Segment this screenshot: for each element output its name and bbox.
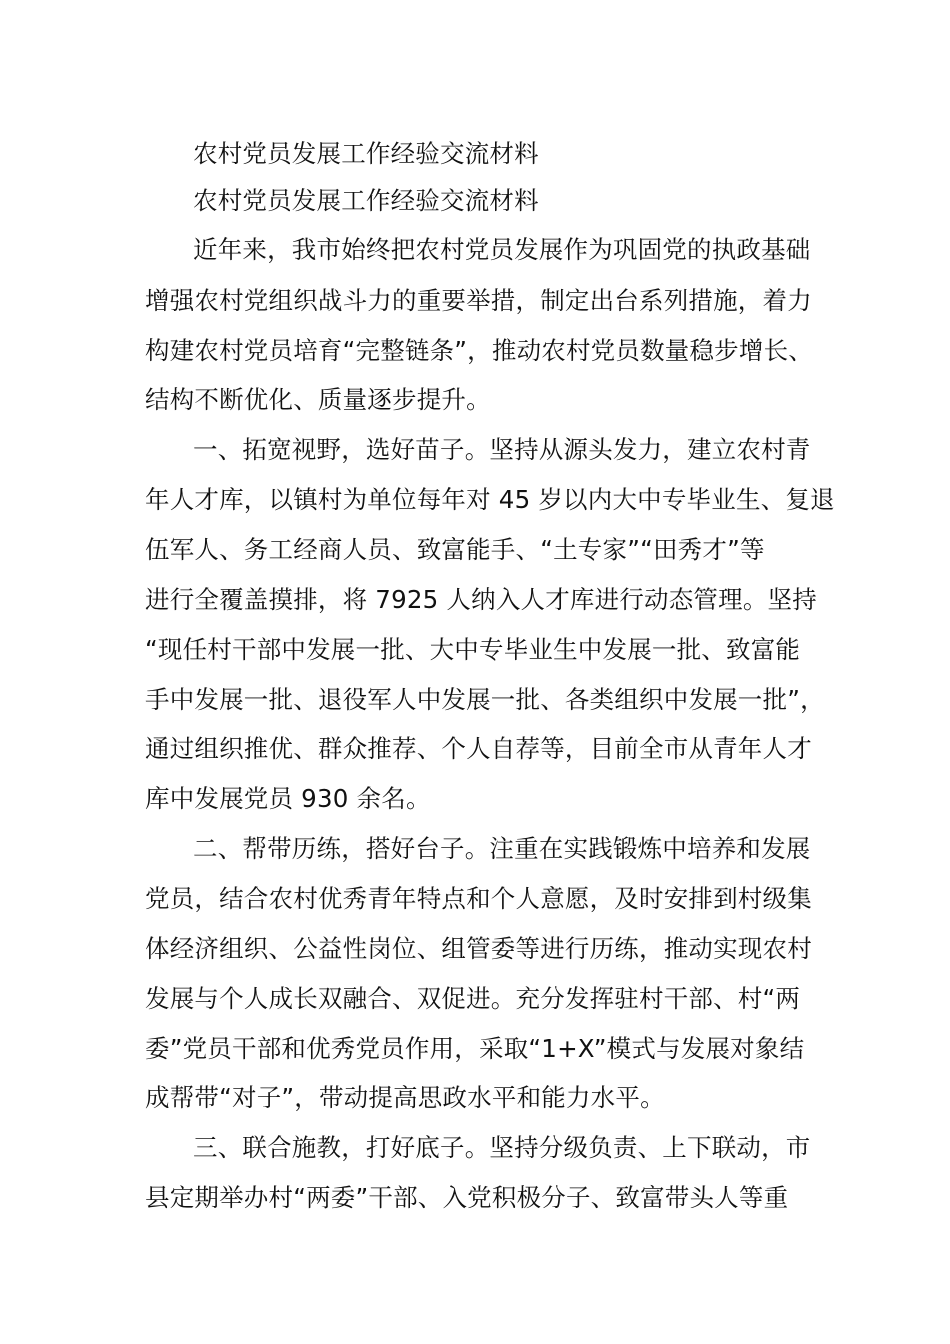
paragraph-line: 库中发展党员 930 余名。 bbox=[145, 784, 431, 813]
paragraph-line: 增强农村党组织战斗力的重要举措，制定出台系列措施，着力 bbox=[145, 286, 812, 315]
paragraph-line: 体经济组织、公益性岗位、组管委等进行历练，推动实现农村 bbox=[145, 934, 812, 963]
paragraph-line: 党员，结合农村优秀青年特点和个人意愿，及时安排到村级集 bbox=[145, 884, 812, 913]
paragraph-line: 年人才库，以镇村为单位每年对 45 岁以内大中专毕业生、复退 bbox=[145, 485, 835, 514]
paragraph-line: 县定期举办村“两委”干部、入党积极分子、致富带头人等重 bbox=[145, 1183, 789, 1212]
paragraph-line: 结构不断优化、质量逐步提升。 bbox=[145, 385, 491, 414]
paragraph-line: 二、帮带历练，搭好台子。注重在实践锻炼中培养和发展 bbox=[193, 834, 811, 863]
paragraph-line: 伍军人、务工经商人员、致富能手、“土专家”“田秀才”等 bbox=[145, 535, 765, 564]
paragraph-line: 发展与个人成长双融合、双促进。充分发挥驻村干部、村“两 bbox=[145, 984, 801, 1013]
paragraph-line: 手中发展一批、退役军人中发展一批、各类组织中发展一批”， bbox=[145, 685, 825, 714]
document-title: 农村党员发展工作经验交流材料 bbox=[193, 139, 539, 168]
paragraph-line: 近年来，我市始终把农村党员发展作为巩固党的执政基础 bbox=[193, 235, 811, 264]
paragraph-line: 构建农村党员培育“完整链条”，推动农村党员数量稳步增长、 bbox=[145, 336, 813, 365]
paragraph-line: 一、拓宽视野，选好苗子。坚持从源头发力，建立农村青 bbox=[193, 435, 811, 464]
paragraph-line: 成帮带“对子”，带动提高思政水平和能力水平。 bbox=[145, 1083, 665, 1112]
paragraph-line: 进行全覆盖摸排，将 7925 人纳入人才库进行动态管理。坚持 bbox=[145, 585, 817, 614]
paragraph-line: “现任村干部中发展一批、大中专毕业生中发展一批、致富能 bbox=[145, 635, 801, 664]
paragraph-line: 通过组织推优、群众推荐、个人自荐等，目前全市从青年人才 bbox=[145, 734, 812, 763]
paragraph-line: 三、联合施教，打好底子。坚持分级负责、上下联动，市 bbox=[193, 1133, 811, 1162]
paragraph-line: 委”党员干部和优秀党员作用，采取“1+X”模式与发展对象结 bbox=[145, 1034, 805, 1063]
document-subtitle: 农村党员发展工作经验交流材料 bbox=[193, 186, 539, 215]
